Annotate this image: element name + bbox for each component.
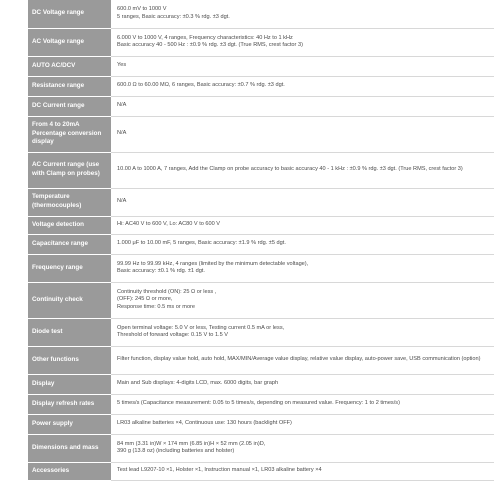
spec-value-line: 390 g (13.8 oz) (including batteries and holster) — [117, 448, 235, 454]
spec-value-line: Basic accuracy 40 - 500 Hz : ±0.9 % rdg. ±3 dgt. (True RMS, crest factor 3) — [117, 42, 303, 48]
spec-row — [28, 394, 494, 414]
specifications-table-body — [28, 0, 494, 480]
spec-row — [28, 462, 494, 480]
spec-value-line: Filter function, display value hold, auto hold, MAX/MIN/Average value display, relative value display, auto-power save, USB communication (option) — [117, 356, 481, 363]
spec-label: Accessories — [28, 462, 111, 480]
spec-label: Power supply — [28, 414, 111, 434]
spec-value — [111, 414, 494, 434]
spec-value-line: Open terminal voltage: 5.0 V or less, Testing current 0.5 mA or less, — [117, 324, 285, 331]
spec-row — [28, 216, 494, 234]
spec-value-line: (OFF): 245 Ω or more, — [117, 296, 173, 303]
spec-row — [28, 346, 494, 374]
spec-value-line: 600.0 mV to 1000 V — [117, 6, 167, 13]
spec-value — [111, 56, 494, 76]
spec-value — [111, 394, 494, 414]
spec-value-line: Basic accuracy: ±0.1 % rdg. ±1 dgt. — [117, 268, 205, 274]
spec-value-line: N/A — [117, 102, 127, 109]
spec-label: Continuity check — [28, 282, 111, 318]
spec-value — [111, 434, 494, 462]
spec-value-line: Yes — [117, 62, 127, 69]
spec-value-line: Hi: AC40 V to 600 V, Lo: AC80 V to 600 V — [117, 221, 221, 228]
spec-value-line: 5 times/s (Capacitance measurement: 0.05 to 5 times/s, depending on measured value. Frequency: 1 to 2 times/s) — [117, 400, 400, 407]
spec-row — [28, 96, 494, 116]
spec-row — [28, 116, 494, 152]
spec-label: Diode test — [28, 318, 111, 346]
spec-value — [111, 346, 494, 374]
spec-label: DC Voltage range — [28, 0, 111, 28]
spec-value-line: 84 mm (3.31 in)W × 174 mm (6.85 in)H × 52 mm (2.05 in)D, — [117, 440, 266, 447]
spec-label: AC Current range (use with Clamp on probes) — [28, 152, 111, 188]
spec-value — [111, 462, 494, 480]
spec-label: Dimensions and mass — [28, 434, 111, 462]
spec-label: Capacitance range — [28, 234, 111, 254]
spec-value-line: Continuity threshold (ON): 25 Ω or less , — [117, 288, 217, 295]
spec-value — [111, 188, 494, 216]
spec-row — [28, 152, 494, 188]
spec-value-line: 600.0 Ω to 60.00 MΩ, 6 ranges, Basic accuracy: ±0.7 % rdg. ±3 dgt. — [117, 82, 285, 89]
spec-value-line: Response time: 0.5 ms or more — [117, 303, 196, 310]
spec-row — [28, 254, 494, 282]
spec-value-line: 6.000 V to 1000 V, 4 ranges, Frequency characteristics: 40 Hz to 1 kHz — [117, 34, 293, 41]
spec-row — [28, 188, 494, 216]
spec-label: Frequency range — [28, 254, 111, 282]
spec-value — [111, 0, 494, 28]
spec-value — [111, 282, 494, 318]
spec-value-line: Test lead L9207-10 ×1, Holster ×1, Instruction manual ×1, LR03 alkaline battery ×4 — [117, 467, 322, 474]
spec-row — [28, 234, 494, 254]
spec-row — [28, 28, 494, 56]
spec-row — [28, 282, 494, 318]
spec-value-line: N/A — [117, 130, 127, 137]
spec-value-line: 10.00 A to 1000 A, 7 ranges, Add the Clamp on probe accuracy to basic accuracy 40 - 1 kHz : ±0.9 % rdg. ±3 dgt. (True RMS, crest factor 3) — [117, 166, 463, 173]
spec-value-line: 1.000 μF to 10.00 mF, 5 ranges, Basic accuracy: ±1.9 % rdg. ±5 dgt. — [117, 240, 286, 247]
spec-value — [111, 374, 494, 394]
spec-value — [111, 234, 494, 254]
spec-label: From 4 to 20mA Percentage conversion display — [28, 116, 111, 152]
spec-label: AUTO AC/DCV — [28, 56, 111, 76]
spec-label: DC Current range — [28, 96, 111, 116]
spec-label: Display — [28, 374, 111, 394]
spec-row — [28, 414, 494, 434]
spec-label: Temperature (thermocouples) — [28, 188, 111, 216]
spec-value-line: 5 ranges, Basic accuracy: ±0.3 % rdg. ±3 dgt. — [117, 13, 230, 20]
spec-value-line: 99.99 Hz to 99.99 kHz, 4 ranges (limited by the minimum detectable voltage), — [117, 260, 309, 267]
spec-row — [28, 318, 494, 346]
spec-label: Other functions — [28, 346, 111, 374]
spec-row — [28, 76, 494, 96]
spec-label: Display refresh rates — [28, 394, 111, 414]
specifications-table — [28, 0, 494, 481]
spec-value — [111, 318, 494, 346]
spec-value — [111, 116, 494, 152]
spec-value-line: LR03 alkaline batteries ×4, Continuous use: 130 hours (backlight OFF) — [117, 420, 292, 427]
spec-label: AC Voltage range — [28, 28, 111, 56]
spec-value-line: N/A — [117, 198, 127, 205]
spec-value — [111, 152, 494, 188]
spec-value-line: Main and Sub displays: 4-digits LCD, max. 6000 digits, bar graph — [117, 380, 279, 387]
spec-value — [111, 76, 494, 96]
spec-row — [28, 374, 494, 394]
spec-value — [111, 28, 494, 56]
spec-value — [111, 96, 494, 116]
spec-row — [28, 434, 494, 462]
spec-value — [111, 216, 494, 234]
spec-label: Resistance range — [28, 76, 111, 96]
spec-row — [28, 56, 494, 76]
spec-value-line: Threshold of forward voltage: 0.15 V to 1.5 V — [117, 332, 229, 338]
spec-value — [111, 254, 494, 282]
spec-row — [28, 0, 494, 28]
spec-label: Voltage detection — [28, 216, 111, 234]
